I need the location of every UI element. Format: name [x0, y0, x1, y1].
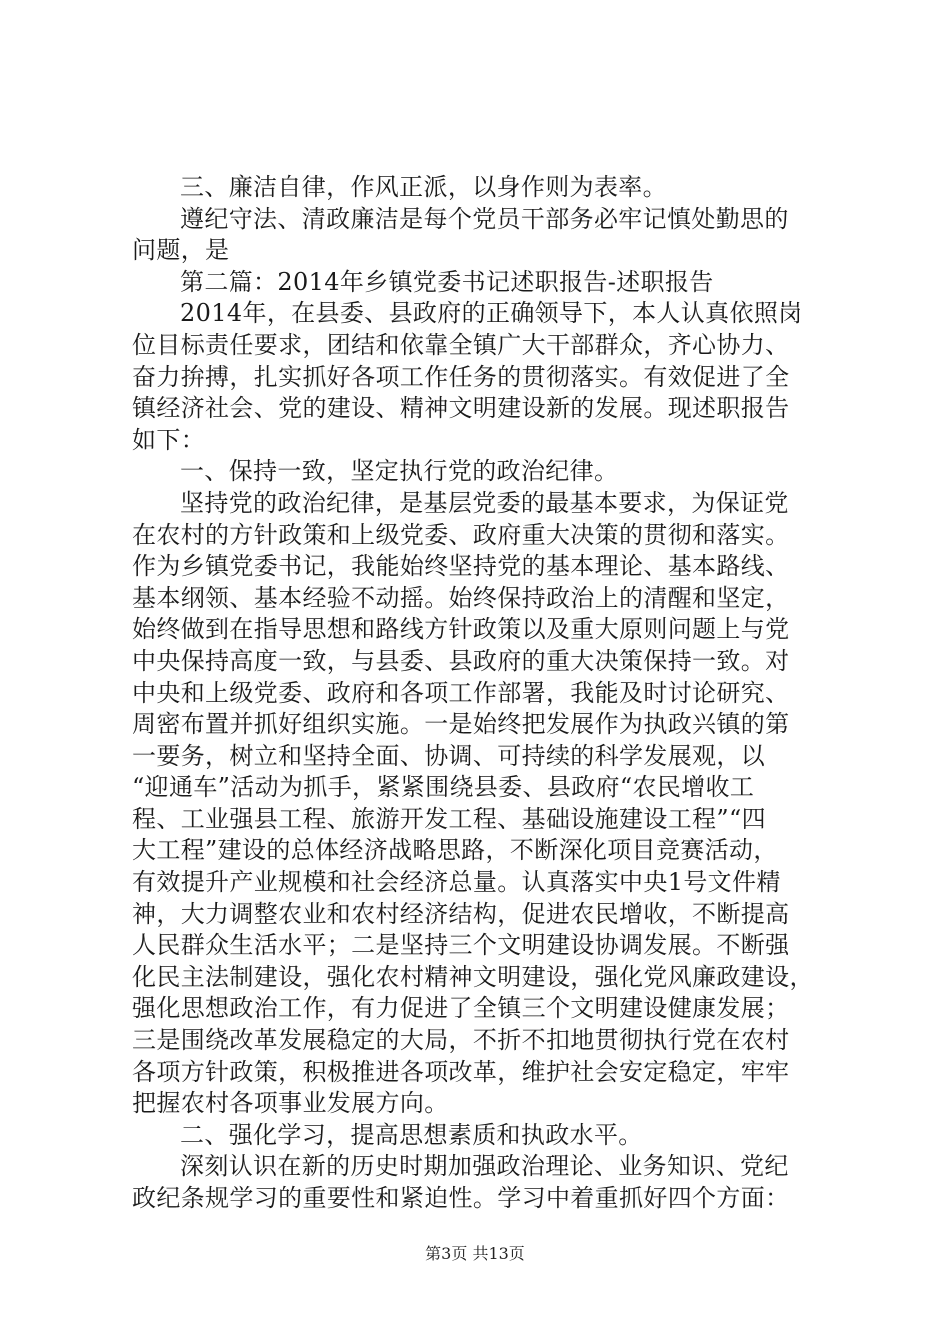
text-line: 中央保持高度一致，与县委、县政府的重大决策保持一致。对	[132, 646, 790, 675]
text-line: 二、强化学习，提高思想素质和执政水平。	[180, 1120, 643, 1149]
text-line: 始终做到在指导思想和路线方针政策以及重大原则问题上与党	[132, 615, 790, 644]
text-line: 把握农村各项事业发展方向。	[132, 1089, 449, 1118]
text-line: 问题，是	[132, 236, 230, 265]
text-line: 一要务，树立和坚持全面、协调、可持续的科学发展观，以	[132, 741, 766, 770]
text-line: 程、工业强县工程、旅游开发工程、基础设施建设工程”“四	[132, 804, 766, 833]
text-line: 神，大力调整农业和农村经济结构，促进农民增收，不断提高	[132, 899, 790, 928]
text-line: 作为乡镇党委书记，我能始终坚持党的基本理论、基本路线、	[132, 552, 790, 581]
text-line: “迎通车”活动为抓手，紧紧围绕县委、县政府“农民增收工	[132, 773, 755, 802]
text-line: 化民主法制建设，强化农村精神文明建设，强化党风廉政建设，	[132, 962, 814, 991]
text-line: 政纪条规学习的重要性和紧迫性。学习中着重抓好四个方面：	[132, 1184, 790, 1212]
text-line: 强化思想政治工作，有力促进了全镇三个文明建设健康发展；	[132, 994, 790, 1023]
text-line: 有效提升产业规模和社会经济总量。认真落实中央1号文件精	[132, 868, 781, 897]
text-line: 基本纲领、基本经验不动摇。始终保持政治上的清醒和坚定，	[132, 583, 790, 612]
text-line: 中央和上级党委、政府和各项工作部署，我能及时讨论研究、	[132, 678, 790, 707]
text-line: 2014年，在县委、县政府的正确领导下，本人认真依照岗	[180, 299, 803, 328]
text-line: 位目标责任要求，团结和依靠全镇广大干部群众，齐心协力、	[132, 330, 790, 359]
text-line: 镇经济社会、党的建设、精神文明建设新的发展。现述职报告	[132, 394, 790, 423]
text-line: 三是围绕改革发展稳定的大局，不折不扣地贯彻执行党在农村	[132, 1026, 790, 1055]
text-line: 奋力拚搏，扎实抓好各项工作任务的贯彻落实。有效促进了全	[132, 362, 790, 391]
page-footer: 第3页 共13页	[425, 1244, 525, 1263]
text-line: 如下：	[132, 425, 206, 454]
text-line: 大工程”建设的总体经济战略思路，不断深化项目竞赛活动，	[132, 836, 778, 865]
document-body	[132, 172, 832, 1215]
text-line: 周密布置并抓好组织实施。一是始终把发展作为执政兴镇的第	[132, 710, 790, 739]
text-line: 遵纪守法、清政廉洁是每个党员干部务必牢记慎处勤思的	[180, 204, 789, 233]
text-line: 深刻认识在新的历史时期加强政治理论、业务知识、党纪	[180, 1152, 789, 1181]
text-line: 第二篇：2014年乡镇党委书记述职报告-述职报告	[180, 267, 714, 296]
text-line: 人民群众生活水平；二是坚持三个文明建设协调发展。不断强	[132, 931, 790, 960]
text-line: 一、保持一致，坚定执行党的政治纪律。	[180, 457, 619, 486]
text-line: 各项方针政策，积极推进各项改革，维护社会安定稳定，牢牢	[132, 1057, 790, 1086]
text-line: 在农村的方针政策和上级党委、政府重大决策的贯彻和落实。	[132, 520, 790, 549]
text-line: 三、廉洁自律，作风正派，以身作则为表率。	[180, 173, 667, 201]
text-line: 坚持党的政治纪律，是基层党委的最基本要求，为保证党	[180, 488, 789, 517]
